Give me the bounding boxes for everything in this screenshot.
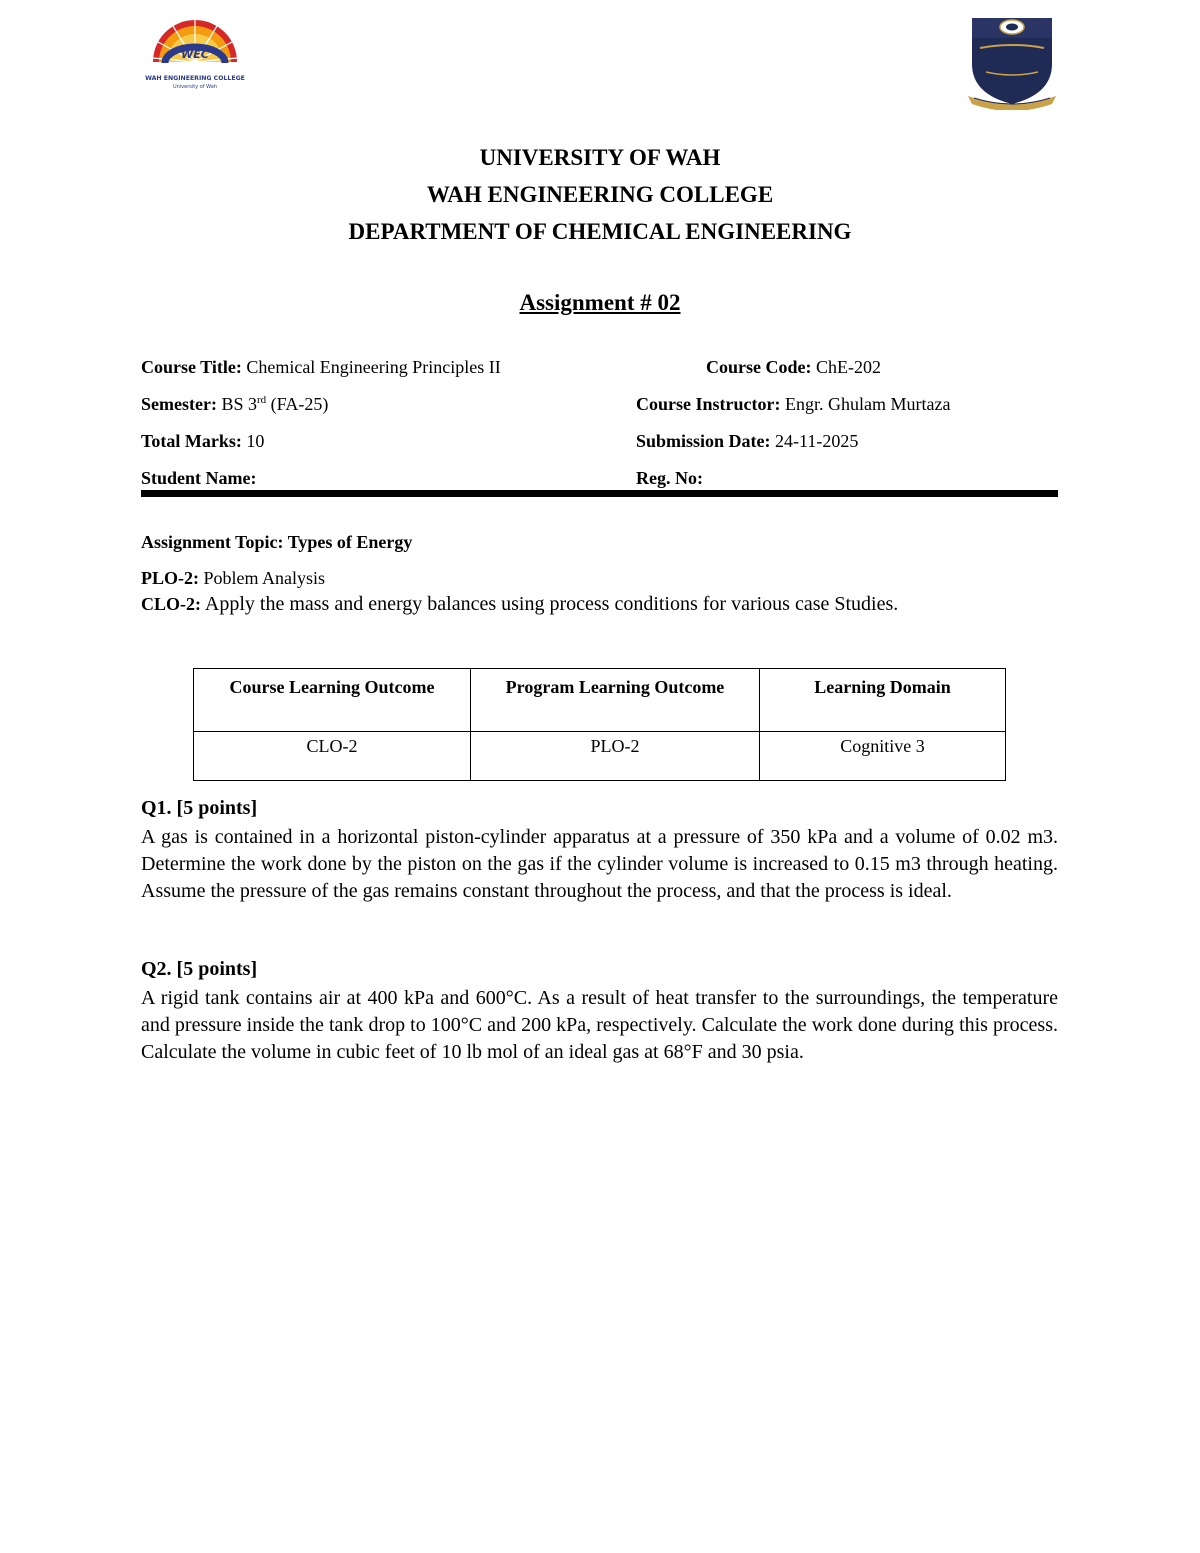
question-2-text: A rigid tank contains air at 400 kPa and 600°C. As a result of heat transfer to the surroundings, the temperature and pressure inside the tank drop to 100°C and 200 kPa, respectively. Calculate the work done during this process. Calculate the volume in cubic feet of 10 lb mol of an ideal gas at 68°F and 30 psia.: [141, 987, 1058, 1063]
student-name-label: Student Name:: [141, 468, 257, 488]
university-crest: [966, 14, 1058, 110]
semester-label: Semester:: [141, 394, 217, 414]
semester-value: BS 3rd (FA-25): [221, 394, 329, 414]
divider-rule: [141, 490, 1058, 497]
reg-no-row: [636, 468, 703, 489]
college-name: WAH ENGINEERING COLLEGE: [426, 182, 774, 207]
university-name: UNIVERSITY OF WAH: [479, 145, 721, 170]
course-title-value: Chemical Engineering Principles II: [246, 357, 501, 377]
question-1-title: Q1. [5 points]: [141, 797, 258, 819]
question-2-title: Q2. [5 points]: [141, 958, 258, 980]
total-marks-row: [141, 431, 264, 452]
instructor-row: [636, 394, 950, 415]
question-1-text: A gas is contained in a horizontal piston-cylinder apparatus at a pressure of 350 kPa and a volume of 0.02 m3. Determine the work done by the piston on the gas if the cylinder volume is increased to 0.15 m3 through heating. Assume the pressure of the gas remains constant throughout the process, and that the process is ideal.: [141, 826, 1058, 902]
submission-value: 24-11-2025: [775, 431, 859, 451]
table-row: [194, 732, 1006, 781]
table-header-cell: Learning Domain: [760, 669, 1006, 732]
plo-text: Poblem Analysis: [203, 568, 326, 588]
plo-line: [141, 568, 325, 589]
assignment-topic: Assignment Topic: Types of Energy: [141, 532, 413, 552]
course-title-label: Course Title:: [141, 357, 242, 377]
table-header-cell: Program Learning Outcome: [471, 669, 760, 732]
instructor-label: Course Instructor:: [636, 394, 781, 414]
course-code-row: [706, 357, 881, 378]
course-title-row: [141, 357, 501, 378]
table-cell: PLO-2: [471, 732, 760, 781]
submission-row: [636, 431, 858, 452]
total-marks-label: Total Marks:: [141, 431, 242, 451]
table-header-row: [194, 669, 1006, 732]
student-name-row: [141, 468, 257, 489]
department-name: DEPARTMENT OF CHEMICAL ENGINEERING: [348, 219, 852, 244]
logo-university-text: University of Wah: [172, 84, 218, 90]
plo-label: PLO-2:: [141, 568, 199, 588]
clo-text: Apply the mass and energy balances using process conditions for various case Studies.: [204, 593, 899, 615]
instructor-value: Engr. Ghulam Murtaza: [784, 394, 951, 414]
table-header-cell: Course Learning Outcome: [194, 669, 471, 732]
clo-line: [141, 593, 898, 616]
total-marks-value: 10: [246, 431, 265, 451]
table-cell: CLO-2: [194, 732, 471, 781]
reg-no-label: Reg. No:: [636, 468, 703, 488]
course-code-label: Course Code:: [706, 357, 812, 377]
table-cell: Cognitive 3: [760, 732, 1006, 781]
course-code-value: ChE-202: [816, 357, 881, 377]
assignment-title: Assignment # 02: [519, 290, 681, 315]
wec-logo: [145, 14, 245, 94]
logo-badge-text: WEC: [181, 48, 209, 61]
semester-row: [141, 394, 328, 415]
outcomes-table: [193, 668, 1006, 781]
submission-label: Submission Date:: [636, 431, 771, 451]
logo-college-text: WAH ENGINEERING COLLEGE: [145, 75, 245, 82]
clo-label: CLO-2:: [141, 594, 201, 614]
